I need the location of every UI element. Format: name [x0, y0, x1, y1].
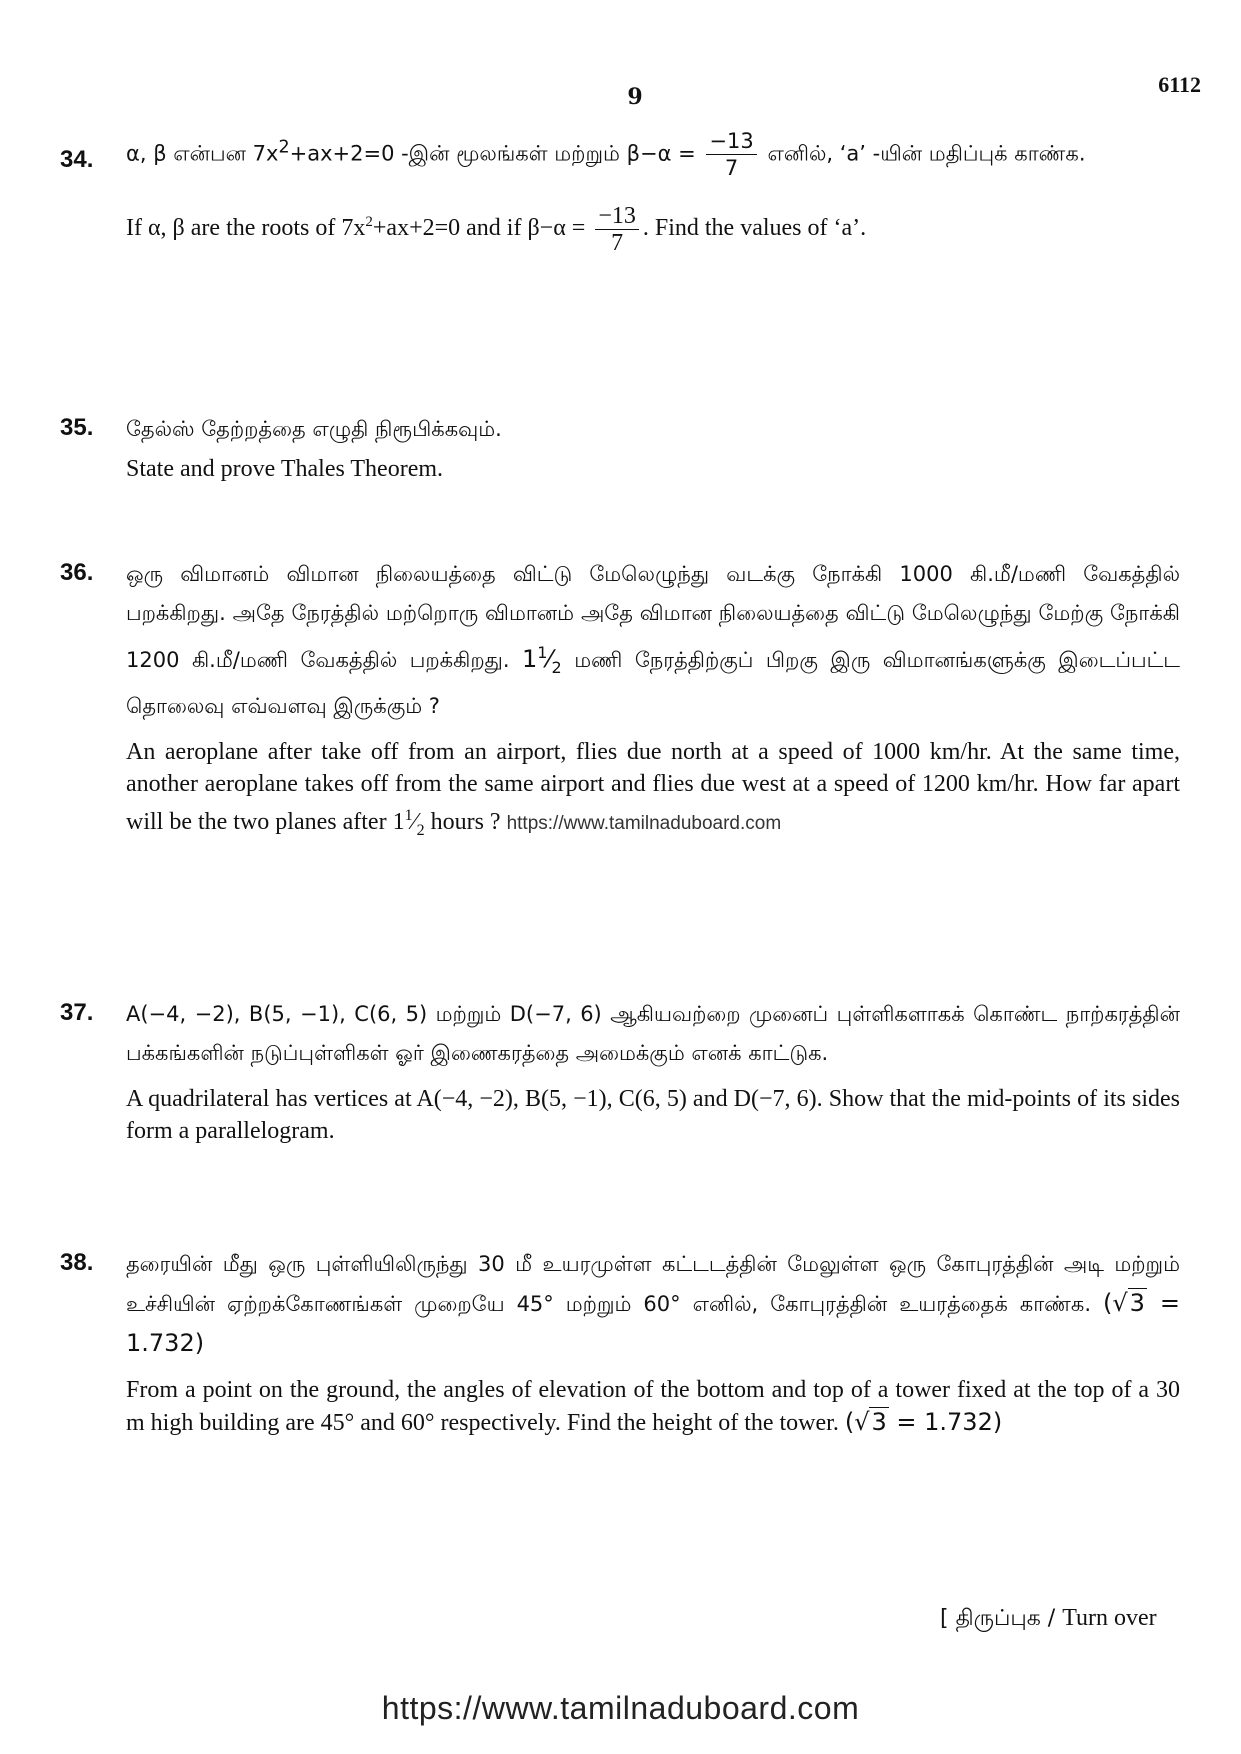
mixed-whole: 1 [392, 808, 405, 835]
text-segment: தரையின் மீது ஒரு புள்ளியிலிருந்து 30 மீ உயரமுள்ள கட்டடத்தின் மேலுள்ள ஒரு கோபுரத்தின் அடி மற்றும் உச்சியின் ஏற்றக்கோணங்கள் முறையே 45° மற்றும் 60° எனில், கோபுரத்தின் உயரத்தைக் காண்க. [126, 1252, 1180, 1316]
fraction-denominator: 7 [611, 230, 624, 256]
question-english-text [126, 736, 1180, 847]
fraction-denominator: 7 [724, 156, 739, 180]
text-segment: . Find the values of ‘a’. [642, 215, 867, 242]
question-english-text: A quadrilateral has vertices at A(−4, −2), B(5, −1), C(6, 5) and D(−7, 6). Show that the mid-points of its sides form a parallelogram. [126, 1086, 1180, 1144]
text-segment: α, β என்பன 7x [126, 141, 279, 166]
question-34 [60, 128, 1180, 256]
sqrt-radicand: 3 [1129, 1289, 1145, 1317]
paper-code: 6112 [1158, 72, 1201, 97]
mixed-fraction: $1^1⁄_2$ [522, 643, 562, 677]
fraction [595, 203, 639, 256]
text-segment: எனில், ‘a’ -யின் மதிப்புக் காண்க. [767, 141, 1086, 166]
fraction-numerator: −13 [706, 128, 756, 155]
text-segment: மணி நேரத்திற்குப் பிறகு இரு விமானங்களுக்கு இடைப்பட்ட தொலைவு எவ்வளவு இருக்கும் ? [126, 648, 1181, 718]
mixed-denominator: 2 [551, 657, 562, 677]
superscript: 2 [278, 137, 290, 158]
page-number: 9 [627, 84, 643, 110]
mixed-numerator: 1 [537, 643, 548, 662]
mixed-fraction: $1^1⁄_2$ [392, 806, 425, 839]
mixed-denominator: 2 [416, 821, 425, 839]
sqrt-rest: = 1.732) [126, 1289, 1180, 1357]
question-35 [60, 410, 1180, 485]
question-tamil-text [126, 1245, 1180, 1364]
question-english-text [126, 1374, 1180, 1439]
mixed-numerator: 1 [404, 806, 413, 824]
text-segment: hours ? [430, 808, 501, 835]
text-segment: From a point on the ground, the angles of elevation of the bottom and top of a tower fixed at the top of a 30 m high building are 45° and 60° respectively. Find the height of the tower. [126, 1377, 1180, 1436]
question-number: 35. [60, 414, 94, 441]
text-segment: An aeroplane after take off from an airport, flies due north at a speed of 1000 km/hr. At the same time, another aeroplane takes off from the same airport and flies due west at a speed of 1200 km/hr. How far apart will be the two planes after [126, 738, 1180, 835]
question-english-text: State and prove Thales Theorem. [126, 456, 444, 482]
text-segment: +ax+2=0 and if β−α = [372, 215, 586, 242]
question-tamil-text [126, 555, 1180, 726]
inline-watermark-url: https://www.tamilnaduboard.com [506, 812, 782, 834]
turn-over-english: Turn over [1062, 1605, 1157, 1631]
question-number: 36. [60, 559, 94, 586]
text-segment: +ax+2=0 -இன் மூலங்கள் மற்றும் β−α = [289, 141, 696, 166]
sqrt-expression [845, 1407, 1002, 1436]
turn-over-note [940, 1605, 1157, 1634]
turn-over-tamil: [ திருப்புக / [940, 1606, 1056, 1631]
question-37 [60, 995, 1180, 1147]
question-english-text [126, 203, 1180, 256]
text-segment: ஒரு விமானம் விமான நிலையத்தை விட்டு மேலெழுந்து வடக்கு நோக்கி 1000 கி.மீ/மணி வேகத்தில் பறக்கிறது. அதே நேரத்தில் மற்றொரு விமானம் அதே விமான நிலையத்தை விட்டு மேலெழுந்து மேற்கு நோக்கி 1200 கி.மீ/மணி வேகத்தில் பறக்கிறது. [126, 562, 1180, 672]
fraction-numerator: −13 [595, 203, 639, 230]
sqrt-open: (√ [1103, 1289, 1128, 1317]
question-number: 37. [60, 999, 94, 1026]
question-tamil-text: தேல்ஸ் தேற்றத்தை எழுதி நிரூபிக்கவும். [126, 417, 502, 441]
question-tamil-text: A(−4, −2), B(5, −1), C(6, 5) மற்றும் D(−7, 6) ஆகியவற்றை முனைப் புள்ளிகளாகக் கொண்ட நாற்கரத்தின் பக்கங்களின் நடுப்புள்ளிகள் ஓர் இணைகரத்தை அமைக்கும் எனக் காட்டுக. [126, 1002, 1180, 1065]
question-number: 38. [60, 1249, 94, 1276]
text-segment: If α, β are the roots of 7x [126, 215, 366, 242]
question-36 [60, 555, 1180, 847]
question-number: 34. [60, 146, 94, 173]
mixed-whole: 1 [522, 645, 538, 673]
superscript: 2 [365, 214, 373, 231]
sqrt-rest: = 1.732) [888, 1408, 1003, 1436]
question-38 [60, 1245, 1180, 1439]
sqrt-open: (√ [844, 1408, 870, 1436]
sqrt-radicand: 3 [871, 1408, 887, 1436]
fraction [706, 128, 756, 181]
question-tamil-text [126, 128, 1180, 181]
footer-url: https://www.tamilnaduboard.com [381, 1690, 860, 1726]
